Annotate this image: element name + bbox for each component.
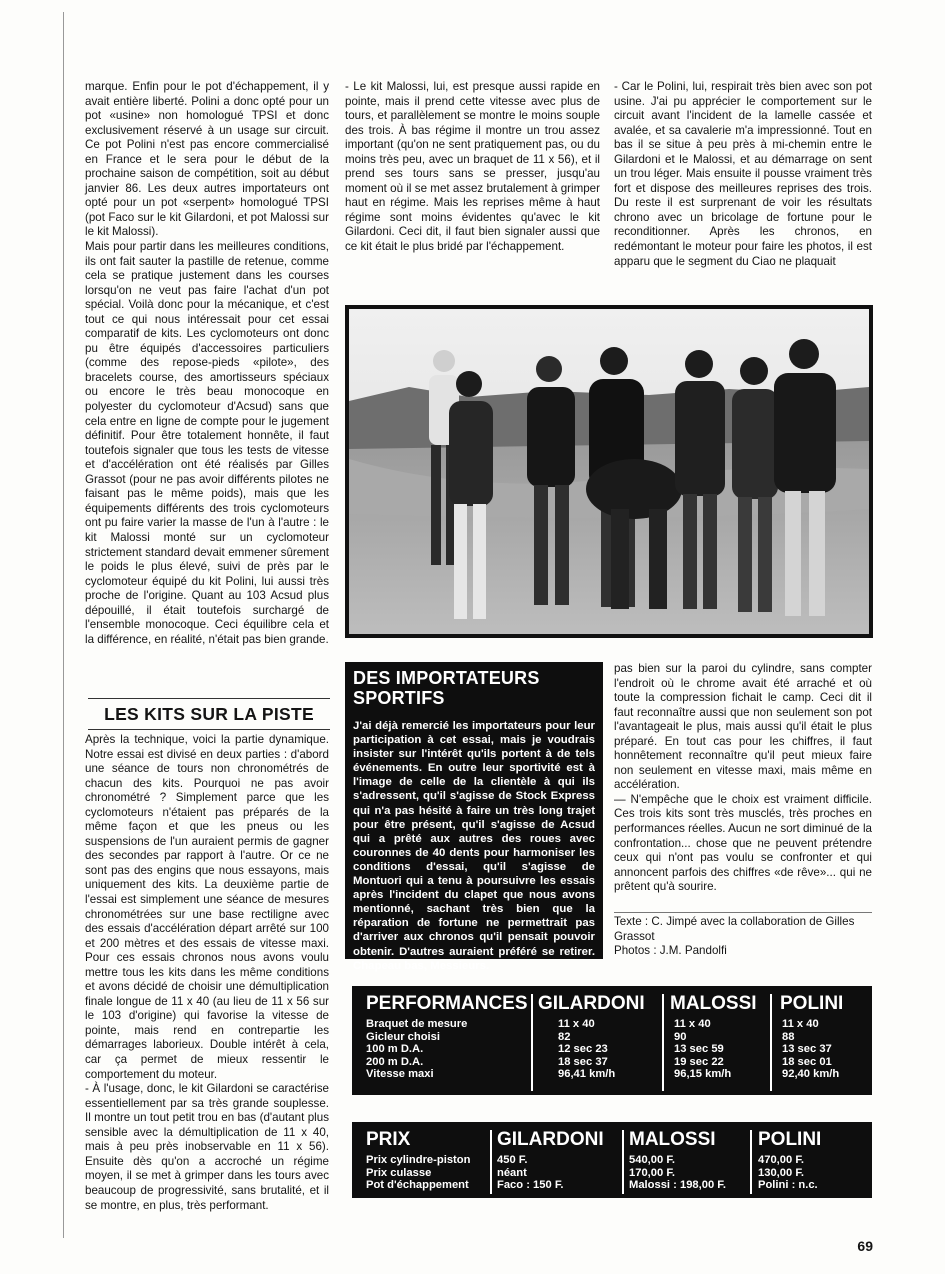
prix-value: Malossi : 198,00 F. xyxy=(629,1179,727,1192)
prix-malossi-header: MALOSSI xyxy=(629,1129,716,1150)
perf-value: 11 x 40 xyxy=(674,1018,711,1030)
prix-polini-column xyxy=(758,1122,868,1198)
sidebar-title: DES IMPORTATEURS SPORTIFS xyxy=(353,668,540,708)
perf-polini-column xyxy=(780,986,872,1095)
credits-photos: Photos : J.M. Pandolfi xyxy=(614,944,727,958)
perf-value: 19 sec 22 xyxy=(674,1055,724,1068)
col1b-paragraph-1: Après la technique, voici la partie dynamique. Notre essai est divisé en deux parties : d'abord une séance de tours non chronométrés de chacun des kits. Pourquoi ne pas avoir chronométré ? Simplement parce que les cyclomoteurs n'étaient pas préparés de la même façon et que les pneus ou les suspensions de l'un auraient permis de gagner des secondes par rapport à l'autre. Or ce ne sont pas des engins que nous essayons, mais uniquement des kits. La deuxième partie de l'essai est simplement une séance de mesures chronométrées sur une base rectiligne avec des essais d'accélération départ arrêté sur 100 et 200 mètres et des essais de vitesse maxi. Pour ces essais chronos nous avons voulu mettre tous les kits dans les même conditions et avons décidé de choisir une démultiplication finale longue de 11 x 40 (au lieu de 11 x 56 sur le 103 d'origine) qui favorise la vitesse de pointe, mais rend en contrepartie les démarrages laborieux. Double intérêt à cela, car ça permet de mieux ressentir le comportement du moteur. xyxy=(85,733,329,1081)
column-separator xyxy=(662,994,664,1091)
prix-value: 470,00 F. xyxy=(758,1154,805,1166)
article-column-2 xyxy=(345,80,600,255)
column-separator xyxy=(622,1130,624,1194)
importers-sidebar-box xyxy=(345,662,603,972)
col3b-paragraph-1: pas bien sur la paroi du cylindre, sans compter l'endroit où le chrome avait été arraché et où toute la compression fichait le camp. Ceci dit il faut reconnaître aussi que non seulement son pot l'avantageait le plus, mais aussi qu'il était le plus préparé. En tout cas pour les chiffres, il faut honnêtement reconnaître qu'il peut mieux faire non seulement en vitesse maxi, mais même en accélération. xyxy=(614,662,872,792)
col2-paragraph: - Le kit Malossi, lui, est presque aussi rapide en pointe, mais il prend cette vitesse avec plus de tours, et parallèlement se montre le moins souple des trois. À bas régime il montre un trou assez important (qu'on ne sent pratiquement pas, ou du moins très peu, avec un braquet de 11 x 56), et il prend ses tours sans se presser, jusqu'au moment où il se met assez brutalement à grimper haut en régime. Mais les reprises même à haut régime sont moins évidentes qu'avec le kit Gilardoni. Ceci dit, il faut bien signaler aussi que ce kit était le plus bridé par l'échappement. xyxy=(345,80,600,254)
perf-value: 82 xyxy=(558,1030,571,1043)
article-column-3 xyxy=(614,80,872,269)
col1-paragraph-2: Mais pour partir dans les meilleures conditions, ils ont fait sauter la pastille de retenue, comme cela se pratique justement dans les courses lorsqu'on ne veut pas faire l'achat d'un pot spécial. Voilà donc pour la mécanique, et c'est tout ce qui nous intéressait pour cet essai comparatif de kits. Les cyclomoteurs ont donc pu être équipés d'accessoires particuliers (comme des repose-pieds «pilote», des bracelets course, des amortisseurs spéciaux ou encore le très beau monocoque en polyester du cyclomoteur d'Acsud) sans que cela entre en ligne de compte pour le jugement définitif. Pour être totalement honnête, il faut toutefois signaler que tous les tests de vitesse et d'accélération ont été réalisés par Gilles Grassot (pour ne pas avoir différents pilotes ne faisant pas le même poids), mais que les équipements différents des trois cyclomoteurs ont pu faire varier la masse de l'un à l'autre : le kit Malossi monté sur un cyclomoteur strictement standard devait emmener sûrement le poids le plus élevé, suivi de près par le cyclomoteur équipé du kit Polini, lui aussi très proche de l'origine. Quant au 103 Acsud plus dépouillé, il était toutefois surchargé de l'ensemble monocoque. Ceci équilibre cela et la différence, en réalité, n'était pas bien grande. xyxy=(85,240,329,646)
perf-label: Vitesse maxi xyxy=(366,1068,434,1081)
prix-polini-header: POLINI xyxy=(758,1129,822,1150)
perf-label: Gicleur choisi xyxy=(366,1030,440,1043)
perf-value: 96,41 km/h xyxy=(558,1068,616,1081)
prix-malossi-column xyxy=(629,1122,749,1198)
prix-gilardoni-column xyxy=(497,1122,625,1198)
perf-gilardoni-header: GILARDONI xyxy=(538,993,645,1014)
group-photo xyxy=(345,305,873,638)
column-separator xyxy=(490,1130,492,1194)
article-column-1-lower xyxy=(85,733,329,1213)
prix-value: Polini : n.c. xyxy=(758,1179,818,1192)
perf-malossi-column xyxy=(670,986,770,1095)
perf-value: 13 sec 37 xyxy=(782,1043,832,1056)
group-photo-image xyxy=(349,309,869,634)
article-column-1 xyxy=(85,80,329,647)
perf-value: 11 x 40 xyxy=(558,1018,595,1030)
prix-value: 170,00 F. xyxy=(629,1166,676,1179)
perf-gilardoni-column xyxy=(538,986,658,1095)
credits-text: Texte : C. Jimpé avec la collaboration de Gilles Grassot xyxy=(614,915,855,943)
col1-paragraph-1: marque. Enfin pour le pot d'échappement, il y avait entière liberté. Polini a donc opté pour un pot «usine» non homologué TPSI et donc exclusivement réservé à un usage sur circuit. Ce pot Polini n'est pas encore commercialisé en France et le sera pour le début de la prochaine saison de compétition, soit au début janvier 86. Les deux autres importateurs ont opté pour un pot «serpent» homologué TPSI (pot Faco sur le kit Gilardoni, et pot Malossi sur le kit Malossi). xyxy=(85,80,329,239)
column-separator xyxy=(531,994,533,1091)
page-number: 69 xyxy=(857,1238,873,1254)
col3b-paragraph-2: — N'empêche que le choix est vraiment difficile. Ces trois kits sont très musclés, très proches en performances réelles. Aucun ne sort diminué de la confrontation... chose que ne peuvent prétendre ceux qui n'ont pas voulu se confronter et qui annoncent parfois des chiffres «de rêve»... qui ne prêtent qu'à sourire. xyxy=(614,792,872,894)
prix-value: néant xyxy=(497,1166,527,1179)
col1b-paragraph-2: - À l'usage, donc, le kit Gilardoni se caractérise essentiellement par sa très grande souplesse. Il montre un tout petit trou en bas (d'autant plus sensible avec la démultiplication de 11 x 40, mais à peu près inobservable en 11 x 56). Ensuite dès qu'on a accroché un régime moyen, il se met à grimper dans les tours avec beaucoup de progressivité, sans brutalité, et il se montre, en plus, très performant. xyxy=(85,1082,329,1212)
perf-value: 88 xyxy=(782,1030,795,1043)
perf-value: 18 sec 37 xyxy=(558,1055,608,1068)
prix-gilardoni-header: GILARDONI xyxy=(497,1129,604,1150)
performances-table xyxy=(352,986,872,1095)
perf-value: 11 x 40 xyxy=(782,1018,819,1030)
perf-label: Braquet de mesure xyxy=(366,1018,468,1030)
column-separator xyxy=(770,994,772,1091)
prix-label-column xyxy=(366,1122,496,1198)
col3-paragraph: - Car le Polini, lui, respirait très bien avec son pot usine. J'ai pu apprécier le comportement sur le circuit avant l'incident de la lamelle cassée et avalée, et sa cavalerie m'a impressionné. Tout en bas il se situe à peu près à mi-chemin entre le Gilardoni et le Malossi, et au démarrage on sent un trou léger. Mais ensuite il pousse vraiment très fort et dispose des meilleures reprises des trois. Du reste il est surprenant de voir les résultats chrono avec un bricolage de fortune pour le reconditionner. Après les chronos, en redémontant le moteur pour faire les photos, il est apparu que le segment du Ciao ne plaquait xyxy=(614,80,872,268)
section-heading: LES KITS SUR LA PISTE xyxy=(88,698,330,730)
prix-value: 130,00 F. xyxy=(758,1166,805,1179)
prix-value: 540,00 F. xyxy=(629,1154,676,1166)
performances-label-column xyxy=(366,986,536,1095)
perf-value: 18 sec 01 xyxy=(782,1055,832,1068)
prix-label: Pot d'échappement xyxy=(366,1179,469,1192)
perf-value: 13 sec 59 xyxy=(674,1043,724,1056)
prix-label: Prix cylindre-piston xyxy=(366,1154,471,1166)
perf-label: 200 m D.A. xyxy=(366,1055,424,1068)
prix-title: PRIX xyxy=(366,1129,411,1150)
column-separator xyxy=(750,1130,752,1194)
article-column-3-lower xyxy=(614,662,872,895)
prix-value: Faco : 150 F. xyxy=(497,1179,564,1192)
prix-value: 450 F. xyxy=(497,1154,528,1166)
performances-title: PERFORMANCES xyxy=(366,993,528,1014)
prix-table xyxy=(352,1122,872,1198)
perf-value: 92,40 km/h xyxy=(782,1068,840,1081)
credits xyxy=(614,912,872,959)
page-margin-rule xyxy=(63,12,64,1238)
perf-label: 100 m D.A. xyxy=(366,1043,424,1056)
perf-polini-header: POLINI xyxy=(780,993,844,1014)
prix-label: Prix culasse xyxy=(366,1166,432,1179)
perf-value: 90 xyxy=(674,1030,687,1043)
perf-value: 12 sec 23 xyxy=(558,1043,608,1056)
perf-value: 96,15 km/h xyxy=(674,1068,732,1081)
perf-malossi-header: MALOSSI xyxy=(670,993,757,1014)
sidebar-body: J'ai déjà remercié les importateurs pour leur participation à cet essai, mais je voudrais insister sur l'intérêt qu'ils portent à de tels événements. En outre leur sportivité est à l'image de celle de la clientèle à qui ils s'adressent, qu'il s'agisse de Stock Express qui n'a pas hésité à faire un très long trajet pour être présent, qu'il s'agisse de Acsud qui a prêté aux autres des roues avec couronnes de 40 dents pour harmoniser les conditions d'essai, qu'il s'agisse de Montuori qui a tenu à poursuivre les essais après l'incident du clapet que nous avons mentionné, sachant très bien que la réparation de fortune ne permettrait pas d'arriver aux chronos qu'il pensait pouvoir obtenir. D'autres auraient préféré se retirer. Chapeau bas, Messieurs. xyxy=(353,720,595,972)
